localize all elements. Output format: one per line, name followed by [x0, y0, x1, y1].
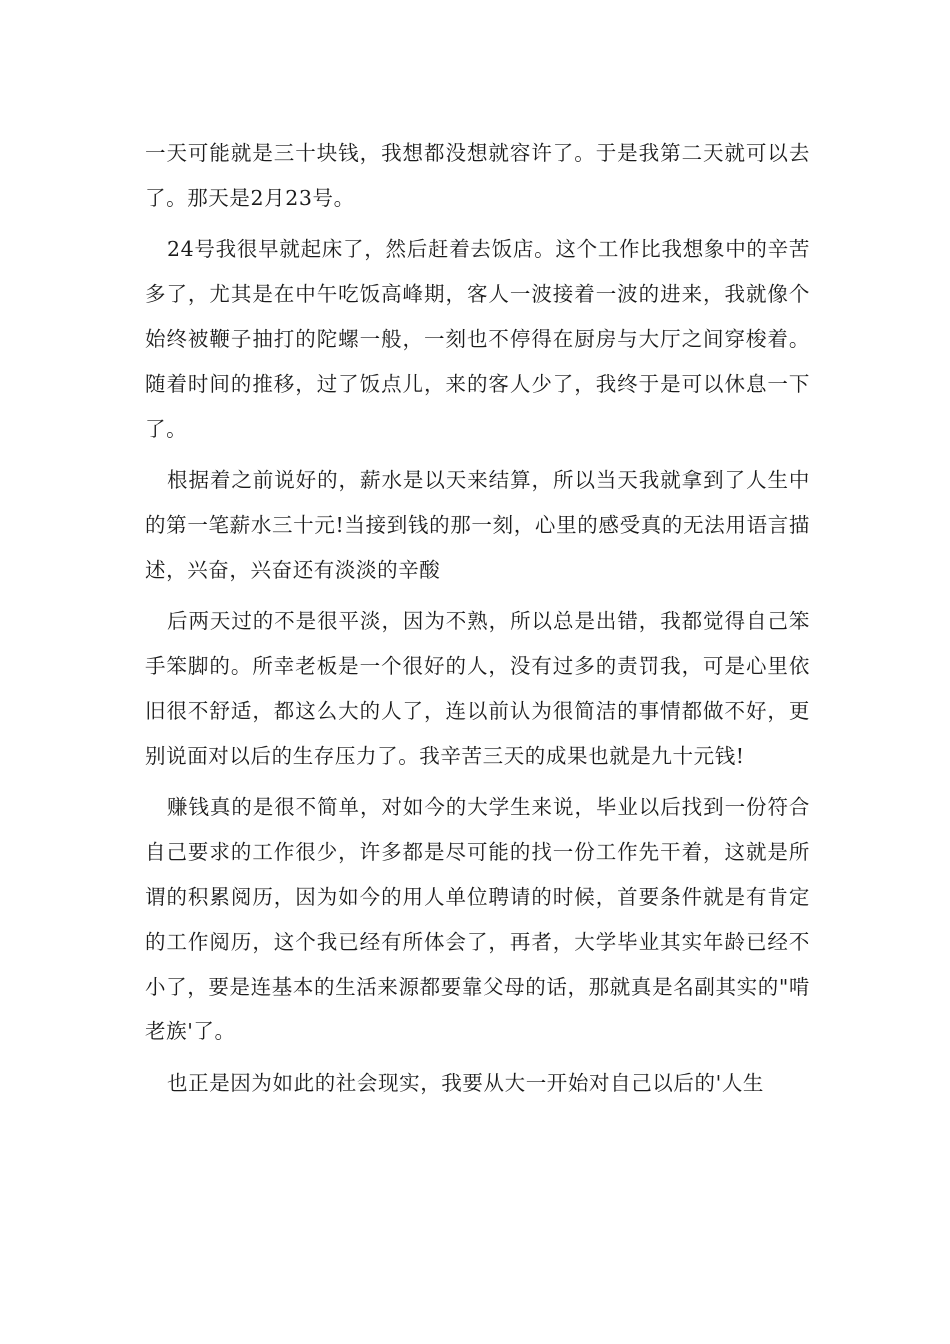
- paragraph-3: 根据着之前说好的，薪水是以天来结算，所以当天我就拿到了人生中的第一笔薪水三十元!当接到钱的那一刻，心里的感受真的无法用语言描述，兴奋，兴奋还有淡淡的辛酸: [145, 468, 810, 582]
- paragraph-1: 一天可能就是三十块钱，我想都没想就容许了。于是我第二天就可以去了。那天是2月23号。: [145, 141, 810, 210]
- paragraph-4: 后两天过的不是很平淡，因为不熟，所以总是出错，我都觉得自己笨手笨脚的。所幸老板是一个很好的人，没有过多的责罚我，可是心里依旧很不舒适，都这么大的人了，连以前认为很简洁的事情都做不好，更别说面对以后的生存压力了。我辛苦三天的成果也就是九十元钱!: [145, 609, 810, 768]
- document-body: [145, 131, 810, 1113]
- paragraph-6: 也正是因为如此的社会现实，我要从大一开始对自己以后的'人生: [167, 1070, 765, 1095]
- paragraph-2: 24号我很早就起床了，然后赶着去饭店。这个工作比我想象中的辛苦多了，尤其是在中午吃饭高峰期，客人一波接着一波的进来，我就像个始终被鞭子抽打的陀螺一般，一刻也不停得在厨房与大厅之间穿梭着。随着时间的推移，过了饭点儿，来的客人少了，我终于是可以休息一下了。: [145, 237, 810, 441]
- paragraph-5: 赚钱真的是很不简单，对如今的大学生来说，毕业以后找到一份符合自己要求的工作很少，许多都是尽可能的找一份工作先干着，这就是所谓的积累阅历，因为如今的用人单位聘请的时候，首要条件就是有肯定的工作阅历，这个我已经有所体会了，再者，大学毕业其实年龄已经不小了，要是连基本的生活来源都要靠父母的话，那就真是名副其实的"啃老族'了。: [145, 795, 810, 1044]
